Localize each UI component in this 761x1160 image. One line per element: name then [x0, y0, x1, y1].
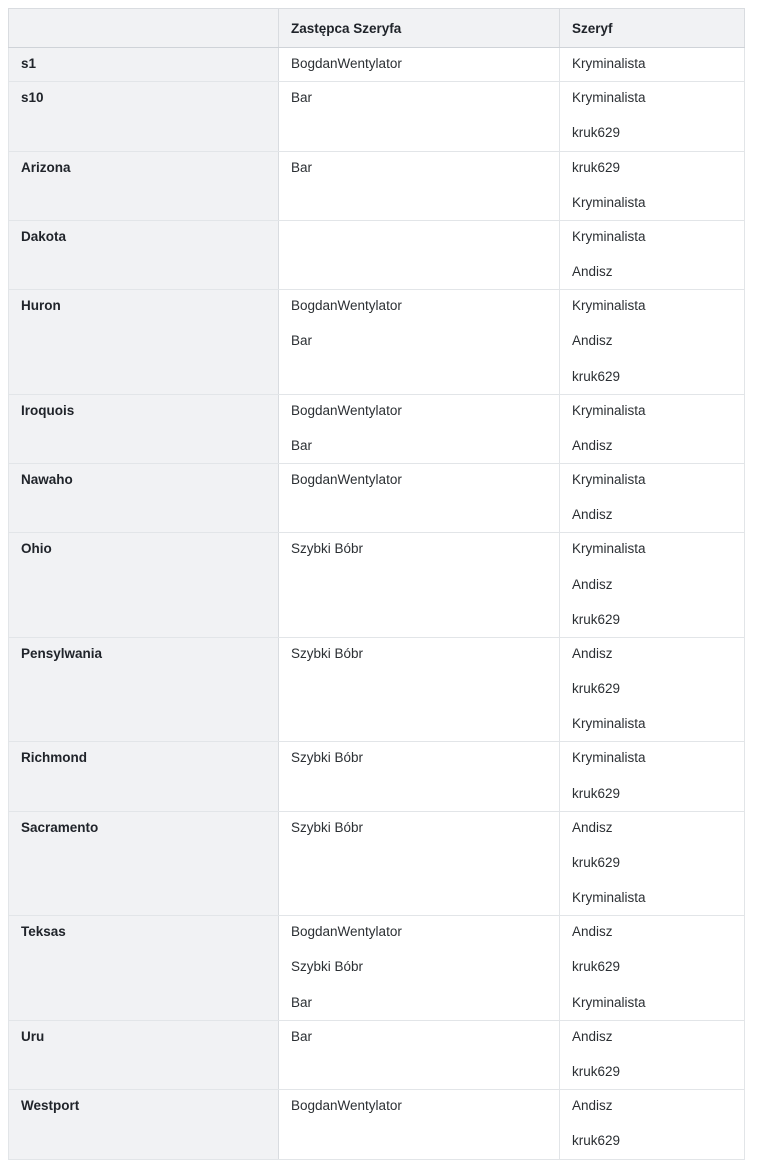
sheriff-list-cell — [560, 533, 745, 638]
deputy-list-cell — [279, 916, 560, 1021]
player-name: Kryminalista — [572, 194, 646, 210]
sheriff-roster-table — [8, 8, 745, 1160]
player-name: BogdanWentylator — [291, 298, 402, 314]
player-name: kruk629 — [572, 368, 621, 384]
player-name: Bar — [291, 90, 313, 106]
row-name-cell: Iroquois — [9, 394, 279, 463]
deputy-list-cell — [279, 1090, 560, 1159]
player-name: Andisz — [572, 1028, 613, 1044]
row-name-cell: Sacramento — [9, 811, 279, 916]
player-name: Andisz — [572, 264, 613, 280]
player-name: Szybki Bóbr — [291, 645, 364, 661]
table-row — [9, 1090, 745, 1159]
deputy-list-cell — [279, 464, 560, 533]
sheriff-list-cell — [560, 290, 745, 395]
deputy-list-cell — [279, 742, 560, 811]
sheriff-list-cell — [560, 1090, 745, 1159]
table-row — [9, 742, 745, 811]
player-name: Andisz — [572, 437, 613, 453]
empty-value — [291, 230, 547, 231]
player-name: BogdanWentylator — [291, 924, 402, 940]
deputy-list-cell — [279, 151, 560, 220]
sheriff-list-cell — [560, 394, 745, 463]
table-row — [9, 151, 745, 220]
player-name: Andisz — [572, 333, 613, 349]
player-name: Szybki Bóbr — [291, 959, 364, 975]
player-name: kruk629 — [572, 681, 621, 697]
player-name: Kryminalista — [572, 716, 646, 732]
player-name: Kryminalista — [572, 56, 646, 71]
deputy-list-cell — [279, 394, 560, 463]
player-name: Bar — [291, 159, 313, 175]
player-name: Szybki Bóbr — [291, 541, 364, 557]
player-name: kruk629 — [572, 611, 621, 627]
row-name-cell: s10 — [9, 82, 279, 151]
player-name: Kryminalista — [572, 541, 646, 557]
deputy-list-cell — [279, 533, 560, 638]
table-row — [9, 637, 745, 742]
deputy-list-cell — [279, 290, 560, 395]
deputy-list-cell — [279, 1020, 560, 1089]
table-body — [9, 48, 745, 1160]
row-name-cell: Arizona — [9, 151, 279, 220]
sheriff-list-cell — [560, 151, 745, 220]
sheriff-list-cell — [560, 464, 745, 533]
row-name-cell: Westport — [9, 1090, 279, 1159]
row-name-cell: Richmond — [9, 742, 279, 811]
deputy-list-cell — [279, 82, 560, 151]
player-name: Andisz — [572, 576, 613, 592]
player-name: Kryminalista — [572, 90, 646, 106]
table-row — [9, 1020, 745, 1089]
player-name: Andisz — [572, 1098, 613, 1114]
player-name: BogdanWentylator — [291, 1098, 402, 1114]
table-row — [9, 220, 745, 289]
player-name: BogdanWentylator — [291, 472, 402, 488]
table-row — [9, 48, 745, 82]
player-name: Kryminalista — [572, 994, 646, 1010]
player-name: BogdanWentylator — [291, 56, 402, 71]
player-name: Andisz — [572, 645, 613, 661]
table-row — [9, 916, 745, 1021]
player-name: Kryminalista — [572, 402, 646, 418]
player-name: Bar — [291, 994, 313, 1010]
sheriff-list-cell — [560, 82, 745, 151]
player-name: kruk629 — [572, 1133, 621, 1149]
sheriff-list-cell — [560, 742, 745, 811]
sheriff-list-cell — [560, 1020, 745, 1089]
table-row — [9, 290, 745, 395]
player-name: Szybki Bóbr — [291, 819, 364, 835]
player-name: kruk629 — [572, 159, 621, 175]
deputy-list-cell — [279, 48, 560, 82]
player-name: Bar — [291, 1028, 313, 1044]
table-row — [9, 82, 745, 151]
player-name: Bar — [291, 437, 313, 453]
table-row — [9, 533, 745, 638]
column-header-deputy: Zastępca Szeryfa — [279, 9, 560, 48]
table-row — [9, 464, 745, 533]
player-name: Kryminalista — [572, 472, 646, 488]
player-name: Kryminalista — [572, 890, 646, 906]
column-header-name — [9, 9, 279, 48]
sheriff-list-cell — [560, 48, 745, 82]
row-name-cell: Ohio — [9, 533, 279, 638]
row-name-cell: Pensylwania — [9, 637, 279, 742]
player-name: kruk629 — [572, 785, 621, 801]
player-name: Bar — [291, 333, 313, 349]
column-header-sheriff: Szeryf — [560, 9, 745, 48]
sheriff-list-cell — [560, 637, 745, 742]
player-name: Andisz — [572, 507, 613, 523]
row-name-cell: Dakota — [9, 220, 279, 289]
row-name-cell: Huron — [9, 290, 279, 395]
table-row — [9, 394, 745, 463]
player-name: kruk629 — [572, 1063, 621, 1079]
player-name: kruk629 — [572, 125, 621, 141]
player-name: Kryminalista — [572, 228, 646, 244]
row-name-cell: Teksas — [9, 916, 279, 1021]
player-name: kruk629 — [572, 854, 621, 870]
sheriff-list-cell — [560, 916, 745, 1021]
player-name: Kryminalista — [572, 298, 646, 314]
table-header — [9, 9, 745, 48]
table-row — [9, 811, 745, 916]
sheriff-list-cell — [560, 220, 745, 289]
player-name: Andisz — [572, 924, 613, 940]
player-name: Andisz — [572, 819, 613, 835]
player-name: Kryminalista — [572, 750, 646, 766]
deputy-list-cell — [279, 637, 560, 742]
player-name: Szybki Bóbr — [291, 750, 364, 766]
sheriff-list-cell — [560, 811, 745, 916]
player-name: kruk629 — [572, 959, 621, 975]
row-name-cell: s1 — [9, 48, 279, 82]
player-name: BogdanWentylator — [291, 402, 402, 418]
row-name-cell: Nawaho — [9, 464, 279, 533]
deputy-list-cell — [279, 220, 560, 289]
deputy-list-cell — [279, 811, 560, 916]
row-name-cell: Uru — [9, 1020, 279, 1089]
table-header-row — [9, 9, 745, 48]
